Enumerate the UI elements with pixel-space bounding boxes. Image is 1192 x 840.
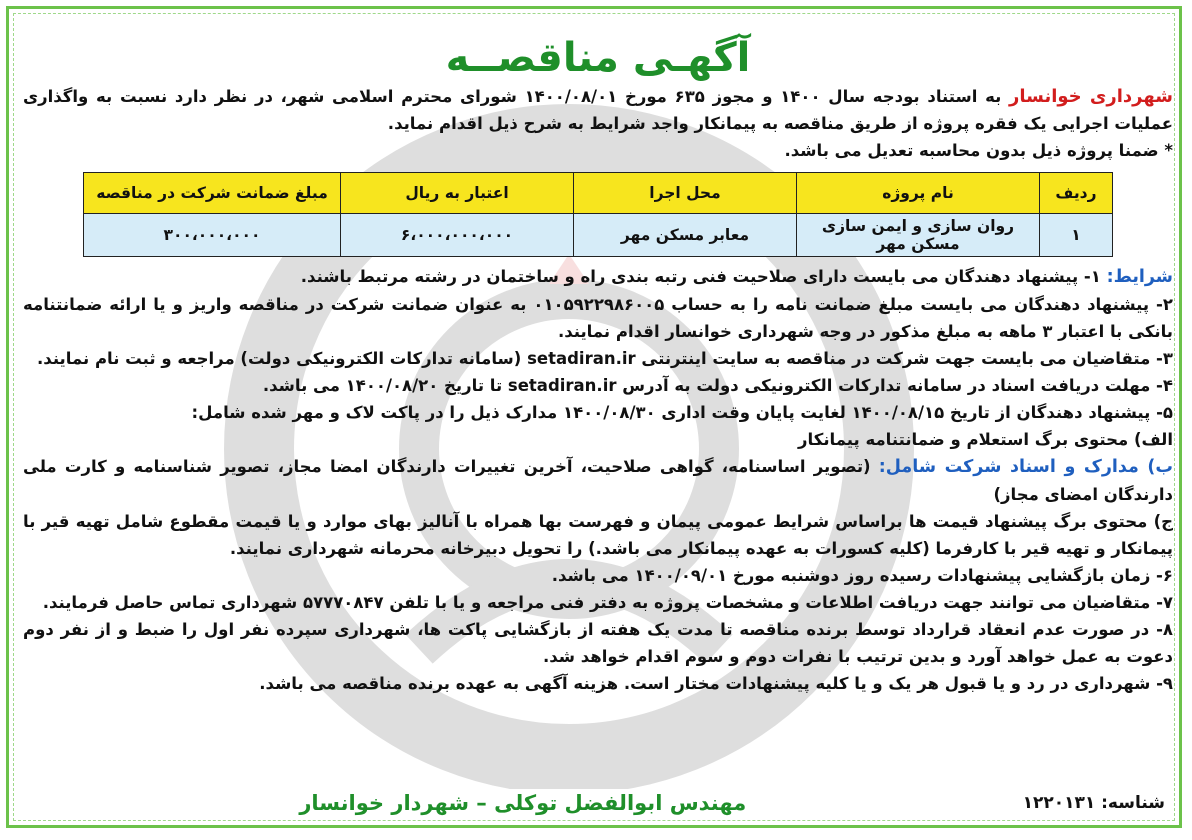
cell-row-number: ۱ [1040, 214, 1113, 257]
notice-body [23, 33, 1173, 697]
table-header-row [84, 173, 1113, 214]
condition-4: ۴- مهلت دریافت اسناد در سامانه تدارکات الکترونیکی دولت به آدرس setadiran.ir تا تاریخ ۱۴۰۰/۰۸/۲۰ می باشد. [262, 376, 1173, 395]
cell-budget: ۶،۰۰۰،۰۰۰،۰۰۰ [341, 214, 574, 257]
notice-id: شناسه: ۱۲۲۰۱۳۱ [1022, 793, 1165, 813]
org-name: شهرداری خوانسار [1009, 86, 1173, 107]
condition-8: ۸- در صورت عدم انعقاد قرارداد توسط برنده مناقصه تا مدت یک هفته از بازگشایی پاکت ها، شهرداری سپرده نفر اول را ضبط و از نفر دوم دعوت به عمل خواهد آورد و بدین ترتیب با نفرات دوم و سوم اقدام خواهد شد. [23, 620, 1173, 666]
project-table [83, 172, 1113, 257]
condition-5: ۵- پیشنهاد دهندگان از تاریخ ۱۴۰۰/۰۸/۱۵ لغایت پایان وقت اداری ۱۴۰۰/۰۸/۳۰ مدارک ذیل را در پاکت لاک و مهر شده شامل: [191, 403, 1173, 422]
condition-1 [23, 263, 1173, 291]
intro-paragraph [23, 83, 1173, 137]
condition-6: ۶- زمان بازگشایی پیشنهادات رسیده روز دوشنبه مورخ ۱۴۰۰/۰۹/۰۱ می باشد. [551, 566, 1173, 585]
signature: مهندس ابوالفضل توکلی – شهردار خوانسار [299, 791, 747, 815]
notice-frame [6, 6, 1182, 828]
cell-project-name: روان سازی و ایمن سازی مسکن مهر [797, 214, 1040, 257]
condition-5b-text: (تصویر اساسنامه، گواهی صلاحیت، آخرین تغییرات دارندگان امضا مجاز، تصویر شناسنامه و کارت ملی دارندگان امضای مجاز) [23, 457, 1173, 504]
conditions-label: شرایط: [1106, 267, 1173, 287]
intro-note: * ضمنا پروژه ذیل بدون محاسبه تعدیل می باشد. [784, 141, 1173, 160]
page-title: آگهـی مناقصــه [445, 35, 751, 81]
footer [23, 785, 1165, 821]
condition-7: ۷- متقاضیان می توانند جهت دریافت اطلاعات و مشخصات پروژه به دفتر فنی مراجعه و یا با تلفن ۵۷۷۷۰۸۴۷ شهرداری تماس حاصل فرمایند. [42, 593, 1173, 612]
header-guarantee: مبلغ ضمانت شرکت در مناقصه [84, 173, 341, 214]
intro-text: به استناد بودجه سال ۱۴۰۰ و مجوز ۶۳۵ مورخ ۱۴۰۰/۰۸/۰۱ شورای محترم اسلامی شهر، در نظر دارد نسبت به واگذاری عملیات اجرایی یک فقره پروژه از طریق مناقصه به پیمانکار واجد شرایط به شرح ذیل اقدام نماید. [23, 87, 1173, 133]
condition-5c: ج) محتوی برگ پیشنهاد قیمت ها براساس شرایط عمومی پیمان و فهرست بها همراه با آنالیز بهای موارد و یا قیمت مقطوع شامل تهیه قیر با پیمانکار و تهیه قیر با کارفرما (کلیه کسورات به عهده پیمانکار می باشد.) را تحویل دبیرخانه محرمانه شهرداری نمایند. [23, 512, 1173, 558]
cell-guarantee: ۳۰۰،۰۰۰،۰۰۰ [84, 214, 341, 257]
table-row [84, 214, 1113, 257]
condition-5a: الف) محتوی برگ استعلام و ضمانتنامه پیمانکار [798, 430, 1173, 449]
condition-9: ۹- شهرداری در رد و یا قبول هر یک و یا کلیه پیشنهادات مختار است. هزینه آگهی به عهده برنده مناقصه می باشد. [259, 674, 1173, 693]
condition-5b [23, 453, 1173, 508]
header-row-number: ردیف [1040, 173, 1113, 214]
header-project-name: نام پروژه [797, 173, 1040, 214]
header-location: محل اجرا [574, 173, 797, 214]
condition-1-text: ۱- پیشنهاد دهندگان می بایست دارای صلاحیت فنی رتبه بندی راه و ساختمان در رشته مرتبط باشند. [300, 267, 1101, 286]
cell-location: معابر مسکن مهر [574, 214, 797, 257]
condition-3: ۳- متقاضیان می بایست جهت شرکت در مناقصه به سایت اینترنتی setadiran.ir (سامانه تدارکات الکترونیکی دولت) مراجعه و ثبت نام نمایند. [37, 349, 1173, 368]
condition-5b-label: ب) مدارک و اسناد شرکت شامل: [878, 457, 1174, 477]
condition-2: ۲- پیشنهاد دهندگان می بایست مبلغ ضمانت نامه را به حساب ۰۱۰۵۹۲۲۹۸۶۰۰۵ به عنوان ضمانت شرکت در مناقصه واریز و یا ارائه ضمانتنامه بانکی با اعتبار ۳ ماهه به مبلغ مذکور در وجه شهرداری خوانسار اقدام نمایند. [23, 295, 1173, 341]
header-budget: اعتبار به ریال [341, 173, 574, 214]
